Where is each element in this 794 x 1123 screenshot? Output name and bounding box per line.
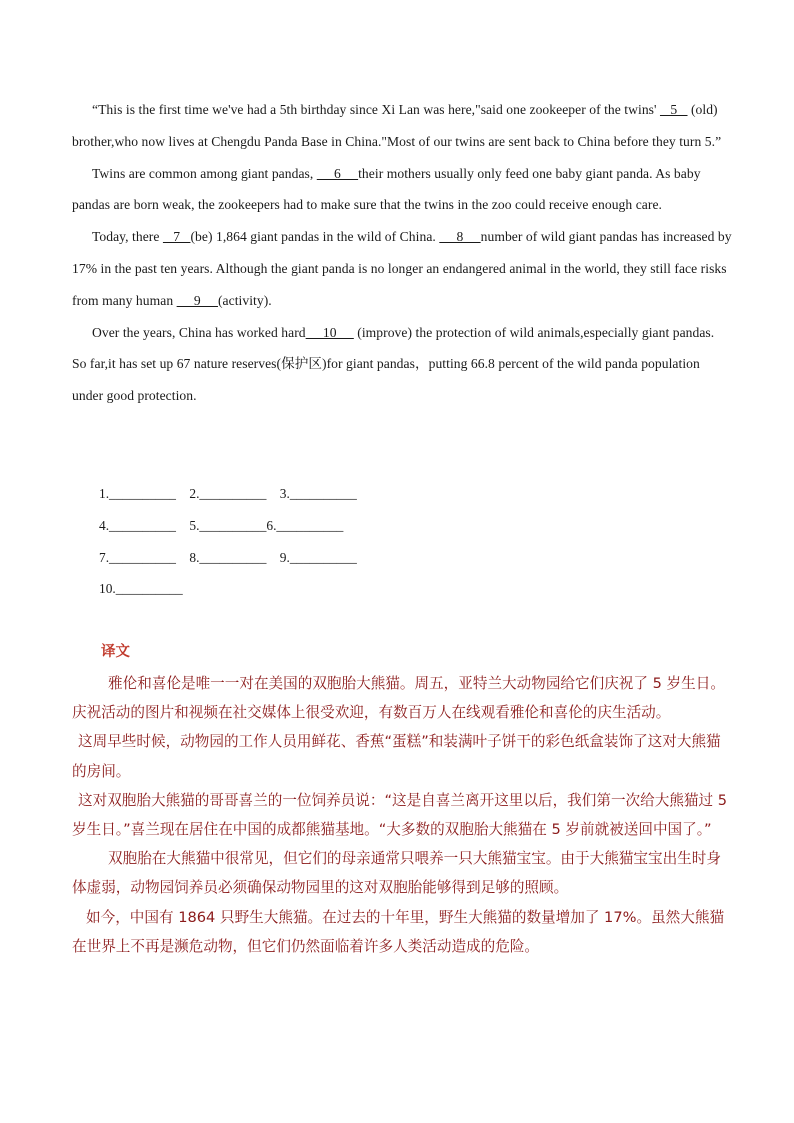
- answer-row-2: 4.__________ 5.__________6.__________: [99, 517, 344, 533]
- translation-paragraph-4: 双胞胎在大熊猫中很常见，但它们的母亲通常只喂养一只大熊猫宝宝。由于大熊猫宝宝出生时身体虚弱，动物园饲养员必须确保动物园里的这对双胞胎能够得到足够的照顾。: [72, 850, 721, 897]
- paragraph-3: [72, 221, 732, 316]
- p1-text-a: “This is the first time we've had a 5th birthday since Xi Lan was here,"said one zookeeper of the twins': [92, 102, 660, 117]
- translation-title: 译文: [101, 644, 130, 660]
- p2-text-b: their mothers usually only feed one baby giant panda. As baby pandas are born weak, the zookeepers had to make sure that the twins in the zoo could receive enough care.: [72, 165, 701, 213]
- p1-text-b: (old) brother,who now lives at Chengdu Panda Base in China."Most of our twins are sent back to China before they turn 5.”: [72, 102, 722, 149]
- answer-row-1: 1.__________ 2.__________ 3.__________: [99, 486, 357, 501]
- p4-text-b: (improve) the protection of wild animals,especially giant pandas. So far,it has set up 67 nature reserves(保护区)for giant pandas，putting 66.8 percent of the wild panda population under good protection.: [72, 324, 715, 404]
- translation-paragraph-1: 雅伦和喜伦是唯一一对在美国的双胞胎大熊猫。周五，亚特兰大动物园给它们庆祝了 5 岁生日。庆祝活动的图片和视频在社交媒体上很受欢迎，有数百万人在线观看雅伦和喜伦的庆生活动。: [72, 675, 725, 722]
- paragraph-4: [72, 317, 732, 412]
- p3-text-a: Today, there: [92, 229, 163, 245]
- p4-text-a: Over the years, China has worked hard: [92, 324, 306, 340]
- p3-text-c: number of wild giant pandas has increased by 17% in the past ten years. Although the giant panda is no longer an endangered animal in the world, they still face risks from many human: [72, 229, 732, 308]
- answer-row-3: 7.__________ 8.__________ 9.__________: [99, 549, 357, 565]
- paragraph-1: [72, 94, 732, 158]
- p2-text-a: Twins are common among giant pandas,: [92, 165, 317, 181]
- translation-paragraph-5: 如今，中国有 1864 只野生大熊猫。在过去的十年里，野生大熊猫的数量增加了 17%。虽然大熊猫在世界上不再是濒危动物，但它们仍然面临着许多人类活动造成的危险。: [72, 908, 725, 955]
- translation-paragraph-3: 这对双胞胎大熊猫的哥哥喜兰的一位饲养员说：“这是自喜兰离开这里以后，我们第一次给大熊猫过 5 岁生日。”喜兰现在居住在中国的成都熊猫基地。“大多数的双胞胎大熊猫在 5 岁前就被送回中国了。”: [72, 791, 728, 839]
- blank-5: 5: [659, 102, 688, 117]
- translation-paragraph-2: 这周早些时候，动物园的工作人员用鲜花、香蕉“蛋糕”和装满叶子饼干的彩色纸盒装饰了这对大熊猫的房间。: [72, 733, 721, 780]
- blank-7: 7: [162, 229, 191, 245]
- p3-text-b: (be) 1,864 giant pandas in the wild of China.: [190, 229, 440, 245]
- paragraph-2: [72, 158, 732, 222]
- blank-10: 10: [305, 324, 354, 340]
- p3-text-d: (activity).: [217, 292, 272, 308]
- english-passage: [72, 94, 732, 412]
- blank-8: 8: [439, 229, 481, 245]
- chinese-translation: [72, 669, 732, 961]
- blank-6: 6: [316, 165, 359, 181]
- answer-lines: [99, 478, 357, 605]
- blank-9: 9: [176, 292, 218, 308]
- answer-row-4: 10.__________: [99, 581, 183, 597]
